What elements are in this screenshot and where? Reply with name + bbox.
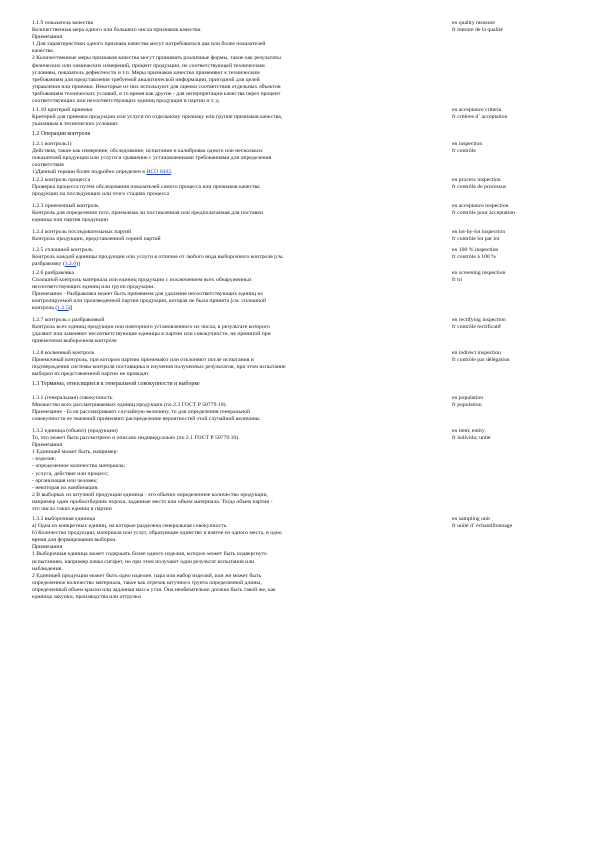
entry-text bbox=[32, 203, 436, 224]
term-heading bbox=[32, 107, 436, 114]
section-heading: 1.3 Термины, относящиеся к генеральной совокупности и выборке bbox=[32, 381, 200, 387]
french-term: fr mesure de la qualité bbox=[452, 27, 503, 34]
line-text: управления или приемки. Некоторые из них используют для оценки соответствия отдельных объектов bbox=[32, 83, 281, 90]
entry-line bbox=[32, 573, 436, 580]
line-text: 1 Единицей может быть, например: bbox=[32, 449, 118, 456]
standard-reference-link[interactable]: ИСО 8402 bbox=[146, 169, 172, 176]
line-text: показателей продукции или услуги и сравнение с установленными требованиями для определения bbox=[32, 155, 272, 162]
line-text: а) Одна из конкретных единиц, на которые разделена генеральная совокупность. bbox=[32, 523, 228, 530]
entry-text bbox=[32, 516, 436, 601]
entry-text bbox=[32, 350, 436, 378]
french-term: fr contrôle rectificatif bbox=[452, 324, 501, 331]
entry-line bbox=[32, 449, 436, 456]
term-heading bbox=[32, 516, 436, 523]
line-text: время для формирования выборки. bbox=[32, 537, 117, 544]
entry-line bbox=[32, 594, 436, 601]
line-text: контроль ( bbox=[32, 305, 58, 312]
entry-text bbox=[32, 177, 436, 198]
french-term: fr tri bbox=[452, 277, 463, 284]
line-text: например один пробоотборник пороха, заданные место или объем материала. Тогда объем партии - bbox=[32, 498, 273, 505]
line-text: 1.3.2 единица (объект) (продукции) bbox=[32, 428, 118, 434]
line-text: Множество всех рассматриваемых единиц продукции (по 2.3 ГОСТ Р 50779.10). bbox=[32, 402, 227, 409]
entry-line bbox=[32, 291, 436, 298]
french-term: fr critères d´ acceptation bbox=[452, 114, 508, 121]
english-term: en acceptance criteria bbox=[452, 107, 502, 113]
translations bbox=[452, 107, 582, 121]
line-text: это число таких единиц в партии bbox=[32, 506, 112, 513]
entry-line bbox=[32, 551, 436, 558]
entry-line bbox=[32, 544, 436, 551]
entry-line bbox=[32, 277, 436, 284]
translations bbox=[452, 247, 582, 261]
english-term: en quality measure bbox=[452, 20, 495, 26]
entry-line bbox=[32, 236, 436, 243]
term-heading bbox=[32, 428, 436, 435]
line-text: контролируемой или произведенной партии продукции, которая не была принята [см. сплошной bbox=[32, 298, 266, 305]
entry-line bbox=[32, 148, 436, 155]
english-term: en lot-by-lot inspection bbox=[452, 229, 506, 235]
line-text: 1.2.8 косвенный контроль bbox=[32, 350, 95, 356]
translations bbox=[452, 395, 582, 409]
line-text: Приемочный контроль, при котором партию принимают или отклоняют после испытания и bbox=[32, 357, 254, 364]
line-text: условиям, показатель дефектности и т.п. Меры признаков качества применяют к техническим bbox=[32, 69, 260, 76]
entry-line bbox=[32, 435, 436, 442]
entry-line bbox=[32, 478, 436, 485]
line-text: Контроль всех единиц продукции или повторного установленного их числа, в результате которого bbox=[32, 324, 270, 331]
entry-line bbox=[32, 587, 436, 594]
translations bbox=[452, 270, 582, 284]
line-text: То, что может быть рассмотрено и описано индивидуально (по 2.1 ГОСТ Р 50779.10). bbox=[32, 435, 240, 442]
french-term: fr unité d´ échantillonnage bbox=[452, 523, 513, 530]
english-term: en screening inspection bbox=[452, 270, 506, 276]
entry-text bbox=[32, 428, 436, 513]
line-text: разбраковку ( bbox=[32, 261, 65, 268]
line-text: испытаниям, например пачка сигарет, но при этом получают один результат испытания или bbox=[32, 558, 255, 565]
line-text: - услуга, действие или процесс; bbox=[32, 470, 109, 477]
entry-line bbox=[32, 261, 436, 268]
line-text: - определенное количество материала; bbox=[32, 463, 126, 470]
entry-line bbox=[32, 162, 436, 169]
cross-reference-link[interactable]: 1.2.5 bbox=[57, 305, 69, 312]
french-term: fr contrôle de processus bbox=[452, 184, 507, 191]
french-term: fr contrôle par délégation bbox=[452, 357, 510, 364]
footnote-text: 1)Данный термин более подробно определен в bbox=[32, 169, 147, 176]
french-term: fr individu; unité bbox=[452, 435, 491, 442]
entry-line bbox=[32, 331, 436, 338]
entry-line bbox=[32, 77, 436, 84]
line-text: 1.2.5 сплошной контроль bbox=[32, 247, 93, 253]
translations bbox=[452, 516, 582, 530]
line-text: 1.2.7 контроль с разбраковкой bbox=[32, 317, 105, 323]
entry-line bbox=[32, 442, 436, 449]
english-term: en acceptance inspection bbox=[452, 203, 509, 209]
line-text: 2 В выборках из штучной продукции единица - это обычно определенное количество продукции, bbox=[32, 491, 268, 498]
entry-line bbox=[32, 530, 436, 537]
line-text: Контроль для определения того, приемлема ли поставленная или предполагаемая для поставки bbox=[32, 210, 264, 217]
entry-text bbox=[32, 317, 436, 345]
translations bbox=[452, 177, 582, 191]
entry-line bbox=[32, 324, 436, 331]
line-text: - организация или человек; bbox=[32, 477, 98, 484]
link-suffix: )] bbox=[68, 305, 73, 312]
line-text: Количественная мера одного или большего числа признаков качества. bbox=[32, 27, 202, 34]
english-term: en sampling unit bbox=[452, 516, 490, 522]
entry-line bbox=[32, 499, 436, 506]
entry-text bbox=[32, 395, 436, 423]
line-text: несоответствующих единиц или групп продукции. bbox=[32, 284, 155, 291]
entry-line bbox=[32, 580, 436, 587]
english-term: en rectifying inspection bbox=[452, 317, 506, 323]
entry-line bbox=[32, 70, 436, 77]
term-heading bbox=[32, 141, 436, 148]
translations bbox=[452, 141, 582, 155]
line-text: Примечания bbox=[32, 34, 63, 41]
line-text: единица закупки, производства или отгрузки bbox=[32, 594, 141, 601]
line-text: требованиям технических условий, в то время как другие - для интерпретации качества через процент bbox=[32, 90, 281, 97]
line-text: 1 Для характеристики одного признака качества могут потребоваться два или более показателей bbox=[32, 41, 266, 48]
entry-line bbox=[32, 98, 436, 105]
section-heading: 1.2 Операции контроля bbox=[32, 131, 91, 137]
line-text: выборки из представленной партии не проводят bbox=[32, 371, 149, 378]
entry-text bbox=[32, 107, 436, 128]
line-text: 1.3.1 (генеральная) совокупность bbox=[32, 395, 113, 401]
term-heading bbox=[32, 177, 436, 184]
french-term: fr contrôle bbox=[452, 148, 476, 155]
entry-line bbox=[32, 284, 436, 291]
link-suffix: )] bbox=[76, 261, 80, 268]
line-text: 1.1.9 показатель качества bbox=[32, 20, 94, 26]
entry-line bbox=[32, 210, 436, 217]
line-text: наблюдения. bbox=[32, 565, 63, 572]
line-text: Действия, такие как измерение, обследование, испытание и калибровка одного или нескольких bbox=[32, 148, 263, 155]
translations bbox=[452, 20, 582, 34]
line-text: приемочном выборочном контроле bbox=[32, 338, 117, 345]
entry-line bbox=[32, 184, 436, 191]
line-text: 2 Единицей продукции может быть одно изделие, пара или набор изделий, или же может быть bbox=[32, 572, 262, 579]
term-heading bbox=[32, 229, 436, 236]
line-text: 1.2.1 контроль1) bbox=[32, 141, 72, 147]
line-text: Контроль продукции, представленной серией партий bbox=[32, 236, 161, 243]
term-heading bbox=[32, 247, 436, 254]
entry-line bbox=[32, 416, 436, 423]
entry-line bbox=[32, 371, 436, 378]
entry-line bbox=[32, 463, 436, 470]
line-text: Критерий для приемки продукции или услуги по отдельному признаку или группе признаков качества, bbox=[32, 114, 283, 121]
entry-text bbox=[32, 247, 436, 268]
line-text: 2 Количественные меры признаков качества могут принимать различные формы, такие как результаты bbox=[32, 55, 281, 62]
line-text: указанным в технических условиях bbox=[32, 121, 119, 128]
line-text: требованиям для представления требуемой аналитической информации, пригодной для целей bbox=[32, 76, 260, 83]
entry-line bbox=[32, 506, 436, 513]
entry-line bbox=[32, 55, 436, 62]
line-text: совокупности ее значений применяют распределение вероятностей этой случайной величины bbox=[32, 416, 260, 423]
entry-text bbox=[32, 141, 436, 176]
entry-line bbox=[32, 485, 436, 492]
entry-line bbox=[32, 63, 436, 70]
line-text: Примечания bbox=[32, 544, 63, 551]
entry-line bbox=[32, 34, 436, 41]
entry-line bbox=[32, 191, 436, 198]
footnote-suffix: . bbox=[171, 169, 173, 176]
entry-line bbox=[32, 471, 436, 478]
english-term: en item; entity bbox=[452, 428, 485, 434]
line-text: - изделие; bbox=[32, 456, 56, 463]
line-text: Примечания bbox=[32, 442, 63, 449]
entry-line bbox=[32, 523, 436, 530]
entry-line bbox=[32, 91, 436, 98]
line-text: 1.2.6 разбраковка bbox=[32, 270, 74, 276]
entry-line bbox=[32, 566, 436, 573]
line-text: продукции на последующих или этого стадиях процесса bbox=[32, 191, 170, 198]
entry-line bbox=[32, 254, 436, 261]
translations bbox=[452, 428, 582, 442]
french-term: fr contrôle à 100 % bbox=[452, 254, 496, 261]
entry-line bbox=[32, 155, 436, 162]
entry-text bbox=[32, 20, 436, 105]
entry-line bbox=[32, 364, 436, 371]
line-text: 1.2.3 приемочный контроль bbox=[32, 203, 99, 209]
entry-line bbox=[32, 559, 436, 566]
translations bbox=[452, 350, 582, 364]
line-text: Сплошной контроль материала или единиц продукции с исключением всех обнаруженных bbox=[32, 277, 252, 284]
french-term: fr population bbox=[452, 402, 482, 409]
line-text: - некоторая их комбинация. bbox=[32, 484, 99, 491]
translations bbox=[452, 317, 582, 331]
entry-line bbox=[32, 114, 436, 121]
entry-line bbox=[32, 456, 436, 463]
french-term: fr contrôle pour acceptation bbox=[452, 210, 516, 217]
entry-line bbox=[32, 305, 436, 312]
line-text: Контроль каждой единицы продукции или услуги в отличие от любого вида выборочного контроля [см. bbox=[32, 254, 284, 261]
line-text: 1.3.3 выборочная единица bbox=[32, 516, 96, 522]
term-heading bbox=[32, 203, 436, 210]
translations bbox=[452, 229, 582, 243]
line-text: соответствия bbox=[32, 162, 64, 169]
entry-line bbox=[32, 537, 436, 544]
entry-line bbox=[32, 48, 436, 55]
footnote bbox=[32, 169, 436, 176]
term-heading bbox=[32, 350, 436, 357]
entry-line bbox=[32, 492, 436, 499]
entry-text bbox=[32, 270, 436, 313]
entry-line bbox=[32, 121, 436, 128]
line-text: 1.2.2 контроль процесса bbox=[32, 177, 91, 183]
line-text: Проверка процесса путем обследования показателей самого процесса или признаков качества bbox=[32, 184, 260, 191]
term-heading bbox=[32, 270, 436, 277]
line-text: Примечание - Разбраковка может быть применена для удаления несоответствующих единиц из bbox=[32, 291, 263, 298]
english-term: en indirect inspection bbox=[452, 350, 501, 356]
line-text: единица или партия продукции bbox=[32, 217, 108, 224]
entry-line bbox=[32, 217, 436, 224]
line-text: качества. bbox=[32, 48, 55, 55]
term-heading bbox=[32, 20, 436, 27]
english-term: en inspection bbox=[452, 141, 483, 147]
entry-line bbox=[32, 338, 436, 345]
entry-line bbox=[32, 357, 436, 364]
term-heading bbox=[32, 395, 436, 402]
entry-line bbox=[32, 27, 436, 34]
entry-line bbox=[32, 41, 436, 48]
cross-reference-link[interactable]: 1.2.6 bbox=[64, 261, 77, 268]
french-term: fr contrôle lot par lot bbox=[452, 236, 500, 243]
english-term: en population bbox=[452, 395, 484, 401]
line-text: физических или химических измерений, процент продукции, не соответствующей техническим bbox=[32, 62, 265, 69]
line-text: b) Количество продукции, материала или услуг, образующее единство и взятое из одного места, в одно bbox=[32, 530, 282, 537]
line-text: подтверждения системы контроля поставщика и изучения полученных результатов, при этом испытание bbox=[32, 364, 286, 371]
line-text: удаляют или заменяют несоответствующие единицы в партии или совокупности, не принятой при bbox=[32, 331, 271, 338]
line-text: определенное количество материала, такое как отрезок штучного грунта определенной длины, bbox=[32, 579, 262, 586]
entry-text bbox=[32, 229, 436, 243]
line-text: Примечание - Если рассматривают случайную величину, то для определения генеральной bbox=[32, 409, 251, 416]
entry-line bbox=[32, 409, 436, 416]
term-heading bbox=[32, 317, 436, 324]
line-text: 1.2.4 контроль последовательных партий bbox=[32, 229, 132, 235]
entry-line bbox=[32, 84, 436, 91]
line-text: определенный объем краски или заданная масса угля. Она необязательно должна быть такой же, как bbox=[32, 586, 276, 593]
line-text: соответствующих или несоответствующих единиц продукции в партии и т. д. bbox=[32, 98, 221, 105]
entry-line bbox=[32, 298, 436, 305]
english-term: en process inspection bbox=[452, 177, 501, 183]
entry-line bbox=[32, 402, 436, 409]
english-term: en 100 % inspection bbox=[452, 247, 499, 253]
translations bbox=[452, 203, 582, 217]
line-text: 1.1.10 критерий приемки bbox=[32, 107, 93, 113]
line-text: 1 Выборочная единица может содержать более одного изделия, которое может быть подвергнуто bbox=[32, 551, 267, 558]
